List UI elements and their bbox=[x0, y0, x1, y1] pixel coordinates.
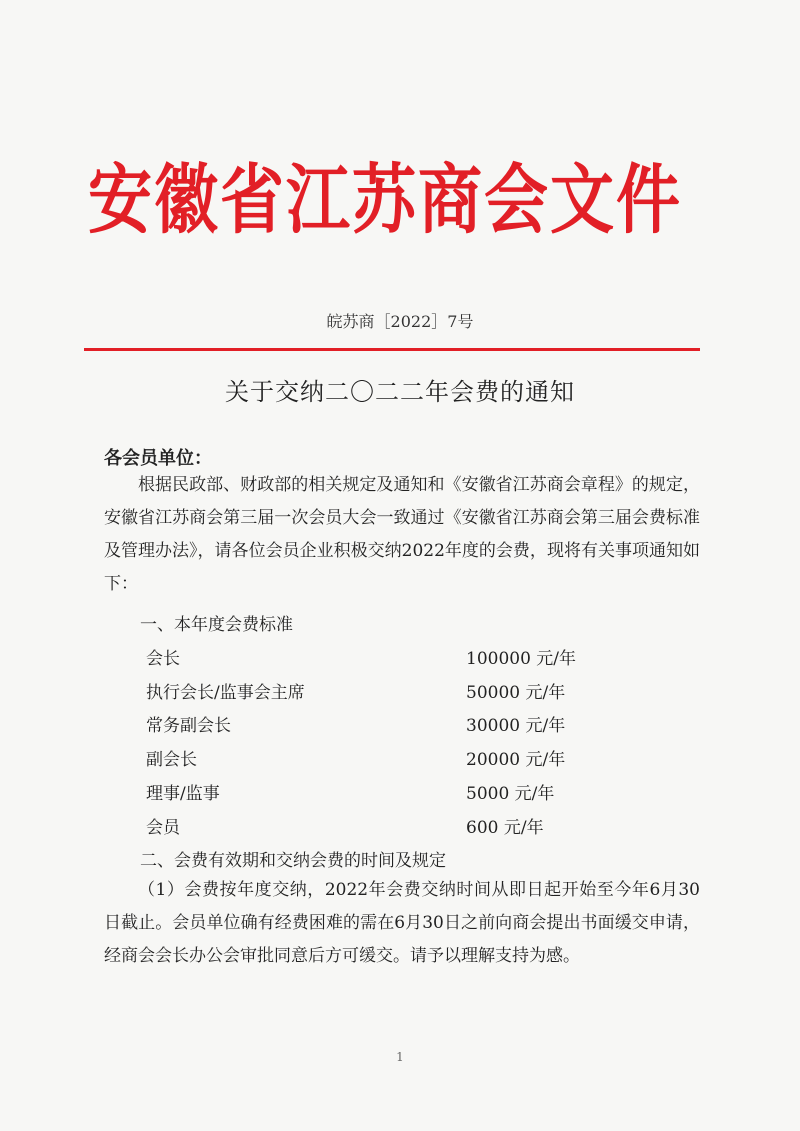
fee-role: 副会长 bbox=[146, 750, 197, 770]
page-number: 1 bbox=[396, 1050, 404, 1064]
fee-row bbox=[0, 678, 800, 708]
red-divider bbox=[84, 348, 700, 351]
fee-role: 会长 bbox=[146, 649, 180, 669]
fee-amount: 50000 元/年 bbox=[466, 683, 566, 703]
fee-row bbox=[0, 779, 800, 809]
notice-title: 关于交纳二〇二二年会费的通知 bbox=[225, 378, 575, 406]
section2-item1: （1）会费按年度交纳，2022年会费交纳时间从即日起开始至今年6月30日截止。会员单位确有经费困难的需在6月30日之前向商会提出书面缓交申请，经商会会长办公会审批同意后方可缓交。请予以理解支持为感。 bbox=[104, 880, 700, 966]
section2-heading: 二、会费有效期和交纳会费的时间及规定 bbox=[140, 851, 446, 871]
fee-amount: 600 元/年 bbox=[466, 818, 544, 838]
fee-role: 执行会长/监事会主席 bbox=[146, 683, 305, 703]
intro-paragraph: 根据民政部、财政部的相关规定及通知和《安徽省江苏商会章程》的规定，安徽省江苏商会第三届一次会员大会一致通过《安徽省江苏商会第三届会费标准及管理办法》，请各位会员企业积极交纳2022年度的会费，现将有关事项通知如下： bbox=[104, 475, 700, 594]
fee-role: 常务副会长 bbox=[146, 716, 231, 736]
fee-row bbox=[0, 711, 800, 741]
fee-amount: 20000 元/年 bbox=[466, 750, 566, 770]
org-title: 安徽省江苏商会文件 bbox=[88, 157, 682, 246]
fee-row bbox=[0, 745, 800, 775]
salutation: 各会员单位： bbox=[104, 448, 212, 469]
fee-role: 理事/监事 bbox=[146, 784, 220, 804]
fee-role: 会员 bbox=[146, 818, 180, 838]
section1-heading: 一、本年度会费标准 bbox=[140, 615, 293, 635]
fee-row bbox=[0, 644, 800, 674]
doc-number: 皖苏商［2022］7号 bbox=[326, 312, 474, 331]
fee-amount: 100000 元/年 bbox=[466, 649, 577, 669]
fee-row bbox=[0, 813, 800, 843]
fee-amount: 5000 元/年 bbox=[466, 784, 555, 804]
fee-amount: 30000 元/年 bbox=[466, 716, 566, 736]
